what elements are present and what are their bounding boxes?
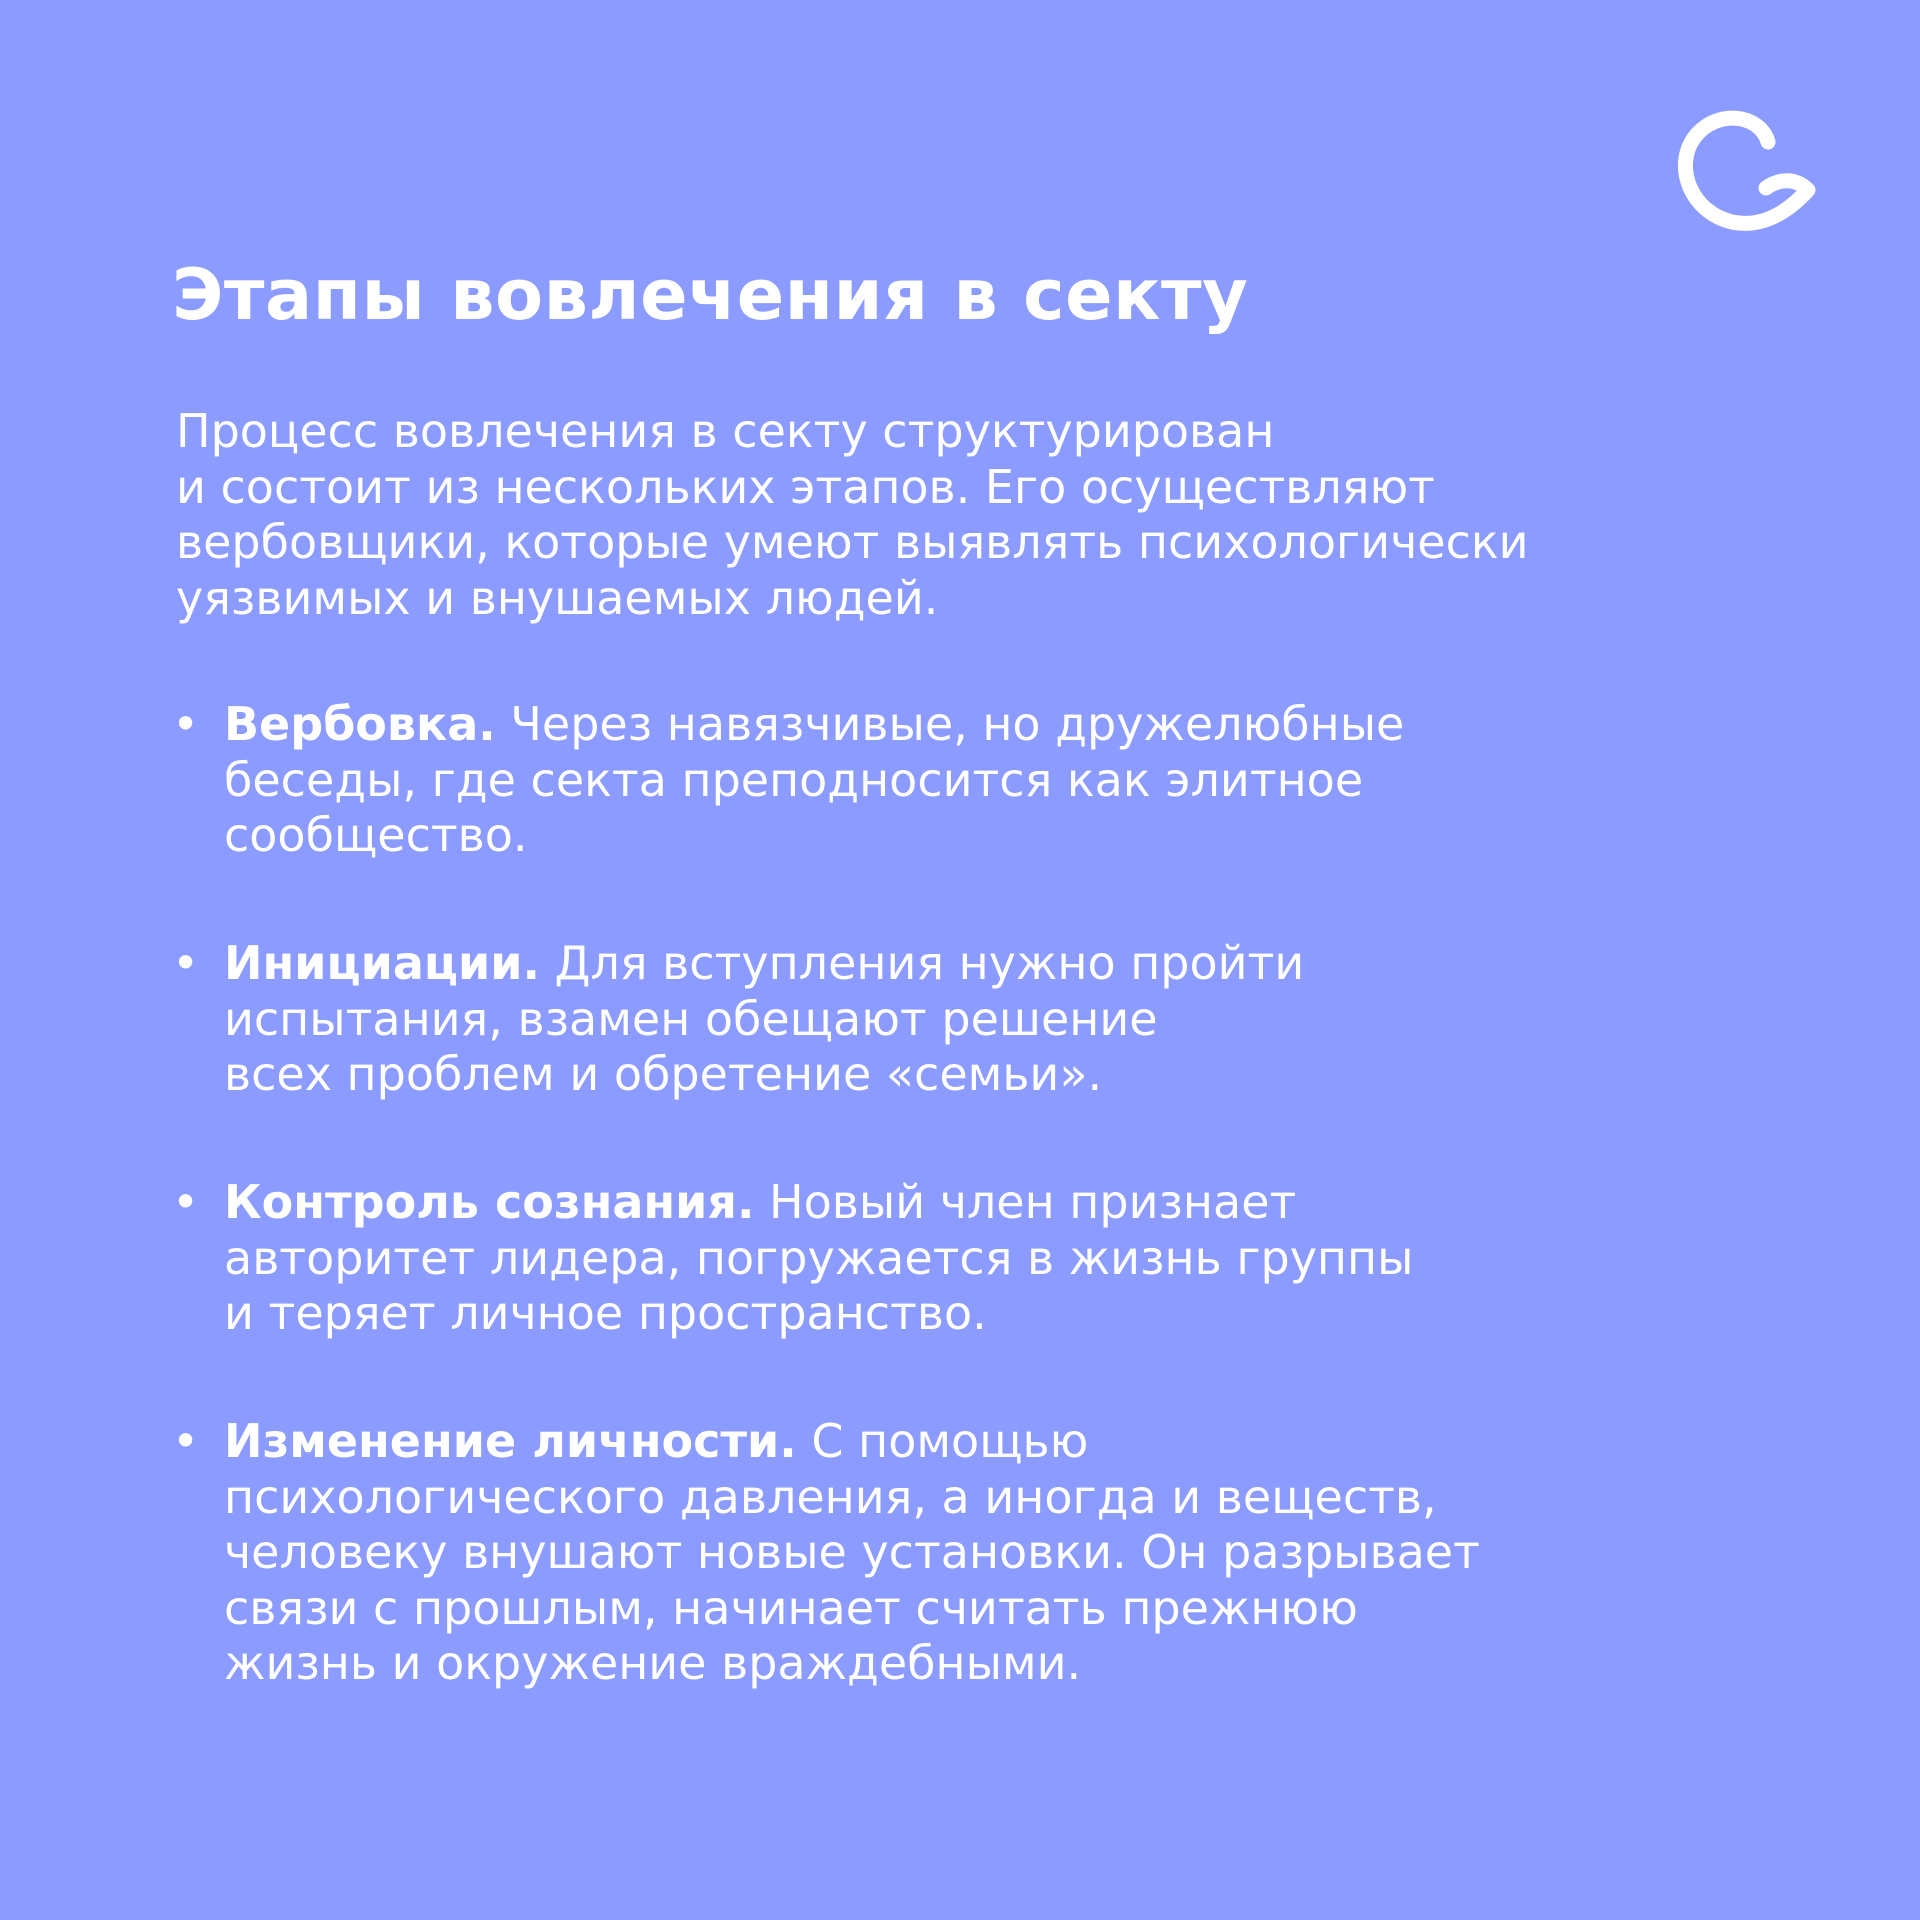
stage-first-line [224, 936, 1304, 992]
stage-list-item [172, 1175, 1413, 1342]
stage-description-start: С помощью [796, 1414, 1089, 1468]
stage-first-line [224, 1175, 1413, 1231]
stage-description-line: жизнь и окружение враждебными. [224, 1636, 1082, 1690]
page-title: Этапы вовлечения в секту [172, 254, 1249, 336]
c-swirl-logo-icon [1676, 104, 1816, 244]
bullet-marker: • [172, 697, 200, 751]
stage-description-line: и теряет личное пространство. [224, 1286, 987, 1340]
stage-list-item [172, 1414, 1480, 1692]
intro-line: и состоит из нескольких этапов. Его осуществляют [176, 459, 1435, 514]
stage-description-line: авторитет лидера, погружается в жизнь группы [224, 1230, 1414, 1285]
stage-text [224, 1414, 1480, 1692]
stage-description-start: Для вступления нужно пройти [539, 936, 1305, 990]
stage-description-line: всех проблем и обретение «семьи». [224, 1047, 1103, 1101]
bullet-marker: • [172, 1175, 200, 1229]
stage-description-line: сообщество. [224, 808, 528, 862]
intro-paragraph [176, 404, 1529, 626]
stage-description-start: Через навязчивые, но дружелюбные [495, 697, 1405, 751]
stage-list-item [172, 936, 1304, 1103]
stage-text [224, 697, 1404, 864]
stage-description-start: Новый член признает [754, 1175, 1297, 1229]
stage-description-line: связи с прошлым, начинает считать прежнюю [224, 1580, 1358, 1635]
intro-line: уязвимых и внушаемых людей. [176, 570, 939, 625]
stage-text [224, 936, 1304, 1103]
bullet-marker: • [172, 936, 200, 990]
stage-text [224, 1175, 1413, 1342]
stage-list-item [172, 697, 1404, 864]
stage-name: Контроль сознания. [224, 1175, 755, 1229]
intro-line: Процесс вовлечения в секту структурирован [176, 404, 1275, 458]
stage-name: Изменение личности. [224, 1414, 797, 1468]
stage-description-line: беседы, где секта преподносится как элитное [224, 752, 1364, 807]
stage-first-line [224, 1414, 1480, 1470]
stage-name: Вербовка. [224, 697, 496, 751]
bullet-marker: • [172, 1414, 200, 1468]
stage-description-line: испытания, взамен обещают решение [224, 991, 1158, 1046]
stage-first-line [224, 697, 1404, 753]
stage-name: Инициации. [224, 936, 540, 990]
stage-description-line: психологического давления, а иногда и веществ, [224, 1469, 1437, 1524]
stage-description-line: человеку внушают новые установки. Он разрывает [224, 1525, 1480, 1579]
intro-line: вербовщики, которые умеют выявлять психологически [176, 515, 1529, 569]
